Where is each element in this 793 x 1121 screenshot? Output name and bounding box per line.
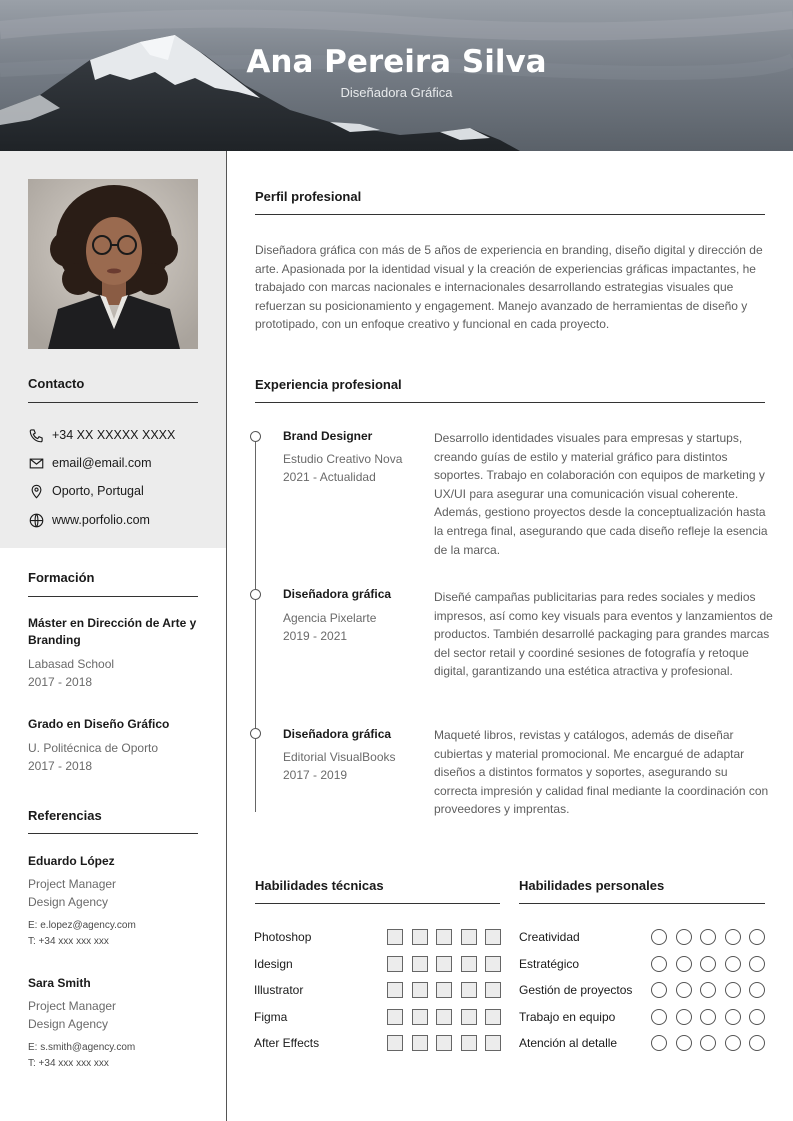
skill-level-circle: [700, 1035, 716, 1051]
skill-level-square: [387, 929, 403, 945]
references-rule: [28, 833, 198, 834]
skill-level-square: [461, 956, 477, 972]
skill-level-circle: [676, 1009, 692, 1025]
skill-level-square: [436, 929, 452, 945]
technical-skill-label: Idesign: [254, 957, 293, 971]
skill-level-circle: [725, 1009, 741, 1025]
skill-level-square: [461, 982, 477, 998]
skill-level-circle: [749, 1035, 765, 1051]
reference-role: Project Manager: [28, 999, 117, 1013]
technical-skills-heading: Habilidades técnicas: [255, 878, 384, 893]
job-description: Diseñé campañas publicitarias para redes sociales y medios impresos, así como key visuals para eventos y lanzamientos de productos. También desarrollé packaging para grandes marcas del sector retail y coordiné sesiones de fotografía y retoque digital, garantizando una estética atractiva y profesional.: [434, 590, 773, 679]
job-description: Maqueté libros, revistas y catálogos, además de diseñar cubiertas y material promocional. Me encargué de adaptar diseños a distintos formatos y soportes, asegurando su correcta impresión y calidad final mediante la coordinación con proveedores y imprentas.: [434, 728, 769, 817]
contact-email-text: email@email.com: [52, 456, 152, 470]
skill-level-circle: [676, 929, 692, 945]
personal-skill-label: Atención al detalle: [519, 1036, 618, 1050]
personal-skill-label: Creatividad: [519, 930, 580, 944]
skill-level-square: [436, 956, 452, 972]
skill-level-square: [387, 1035, 403, 1051]
education-years: 2017 - 2018: [28, 759, 93, 773]
skill-level-circle: [700, 982, 716, 998]
skill-level-square: [436, 982, 452, 998]
job-company: Agencia Pixelarte: [283, 611, 377, 625]
references-heading: Referencias: [28, 808, 102, 823]
technical-skill-label: Figma: [254, 1010, 288, 1024]
reference-role: Project Manager: [28, 877, 117, 891]
education-degree: Grado en Diseño Gráfico: [28, 717, 170, 731]
education-heading: Formación: [28, 570, 95, 585]
technical-skill-label: Photoshop: [254, 930, 312, 944]
experience-heading: Experiencia profesional: [255, 377, 402, 392]
reference-email[interactable]: E: s.smith@agency.com: [28, 1042, 136, 1053]
job-company: Estudio Creativo Nova: [283, 452, 403, 466]
skill-level-circle: [725, 982, 741, 998]
skill-level-circle: [725, 929, 741, 945]
skill-level-square: [387, 956, 403, 972]
skill-level-circle: [700, 929, 716, 945]
skill-level-circle: [749, 929, 765, 945]
skill-level-square: [412, 1009, 428, 1025]
skill-level-square: [436, 1035, 452, 1051]
location-pin-icon: [28, 483, 44, 499]
candidate-name: Ana Pereira Silva: [246, 44, 547, 80]
skill-level-circle: [651, 956, 667, 972]
education-rule: [28, 596, 198, 597]
contact-heading: Contacto: [28, 376, 85, 391]
skill-level-circle: [676, 982, 692, 998]
job-years: 2019 - 2021: [283, 629, 348, 643]
skill-level-square: [387, 1009, 403, 1025]
skill-level-square: [412, 982, 428, 998]
reference-company: Design Agency: [28, 895, 109, 909]
skill-level-circle: [651, 1009, 667, 1025]
job-company: Editorial VisualBooks: [283, 750, 396, 764]
job-years: 2017 - 2019: [283, 768, 348, 782]
skill-level-circle: [676, 1035, 692, 1051]
candidate-role: Diseñadora Gráfica: [340, 85, 453, 100]
skill-level-square: [412, 929, 428, 945]
skill-level-circle: [749, 1009, 765, 1025]
header-banner: [0, 0, 793, 151]
column-divider: [226, 151, 227, 1121]
contact-location: [28, 483, 144, 499]
job-title: Diseñadora gráfica: [283, 727, 392, 741]
mail-icon: [28, 455, 44, 471]
skill-level-square: [485, 929, 501, 945]
contact-phone[interactable]: [28, 427, 175, 443]
technical-skill-label: After Effects: [254, 1036, 320, 1050]
personal-skill-label: Estratégico: [519, 957, 580, 971]
personal-skills-rule: [519, 903, 765, 904]
technical-skills-rule: [255, 903, 500, 904]
contact-phone-text: +34 XX XXXXX XXXX: [52, 428, 176, 442]
timeline-dot: [250, 728, 261, 739]
contact-location-text: Oporto, Portugal: [52, 484, 144, 498]
skill-level-square: [485, 1035, 501, 1051]
skill-level-square: [412, 1035, 428, 1051]
skill-level-circle: [651, 982, 667, 998]
contact-website[interactable]: [28, 512, 150, 528]
reference-name: Eduardo López: [28, 854, 115, 868]
job-title: Diseñadora gráfica: [283, 587, 392, 601]
profile-photo: [28, 179, 198, 349]
skill-level-square: [461, 1035, 477, 1051]
job-years: 2021 - Actualidad: [283, 470, 376, 484]
skill-level-circle: [700, 1009, 716, 1025]
skill-level-square: [461, 929, 477, 945]
education-years: 2017 - 2018: [28, 675, 93, 689]
skill-level-circle: [651, 1035, 667, 1051]
skill-level-square: [436, 1009, 452, 1025]
personal-skill-label: Trabajo en equipo: [519, 1010, 616, 1024]
skill-level-circle: [725, 956, 741, 972]
experience-rule: [255, 402, 765, 403]
skill-level-square: [485, 1009, 501, 1025]
profile-heading: Perfil profesional: [255, 189, 362, 204]
education-degree: Máster en Dirección de Arte y Branding: [28, 616, 197, 647]
skill-level-circle: [676, 956, 692, 972]
personal-skills-heading: Habilidades personales: [519, 878, 665, 893]
contact-rule: [28, 402, 198, 403]
skill-level-circle: [700, 956, 716, 972]
technical-skill-label: Illustrator: [254, 983, 304, 997]
job-title: Brand Designer: [283, 429, 373, 443]
globe-icon: [28, 512, 44, 528]
reference-name: Sara Smith: [28, 976, 91, 990]
experience-timeline: [255, 437, 256, 812]
education-school: U. Politécnica de Oporto: [28, 741, 159, 755]
reference-phone: T: +34 xxx xxx xxx: [28, 936, 109, 947]
reference-company: Design Agency: [28, 1017, 109, 1031]
reference-phone: T: +34 xxx xxx xxx: [28, 1058, 109, 1069]
skill-level-circle: [749, 956, 765, 972]
job-description: Desarrollo identidades visuales para empresas y startups, creando guías de estilo y material gráfico para distintos soportes. Trabajo en colaboración con equipos de marketing y UX/UI para asegurar una comunicación visual coherente. Además, gestiono proyectos desde la conceptualización hasta la entrega final, asegurando que cada diseño refleje la esencia de la marca.: [434, 431, 768, 557]
personal-skill-label: Gestión de proyectos: [519, 983, 633, 997]
skill-level-circle: [651, 929, 667, 945]
skill-level-square: [461, 1009, 477, 1025]
contact-email[interactable]: [28, 455, 152, 471]
profile-rule: [255, 214, 765, 215]
reference-email[interactable]: E: e.lopez@agency.com: [28, 920, 136, 931]
skill-level-square: [412, 956, 428, 972]
profile-text: Diseñadora gráfica con más de 5 años de experiencia en branding, diseño digital y dirección de arte. Apasionada por la identidad visual y la creación de experiencias gráficas impactantes, he trabajado con marcas nacionales e internacionales desarrollando estrategias visuales que refuerzan su posicionamiento y engagement. Manejo avanzado de herramientas de diseño y prototipado, con un enfoque creativo y funcional en cada proyecto.: [255, 243, 763, 332]
timeline-dot: [250, 589, 261, 600]
contact-website-text: www.porfolio.com: [52, 513, 150, 527]
timeline-dot: [250, 431, 261, 442]
education-school: Labasad School: [28, 657, 115, 671]
phone-icon: [28, 427, 44, 443]
skill-level-square: [387, 982, 403, 998]
skill-level-circle: [749, 982, 765, 998]
skill-level-square: [485, 956, 501, 972]
skill-level-circle: [725, 1035, 741, 1051]
skill-level-square: [485, 982, 501, 998]
